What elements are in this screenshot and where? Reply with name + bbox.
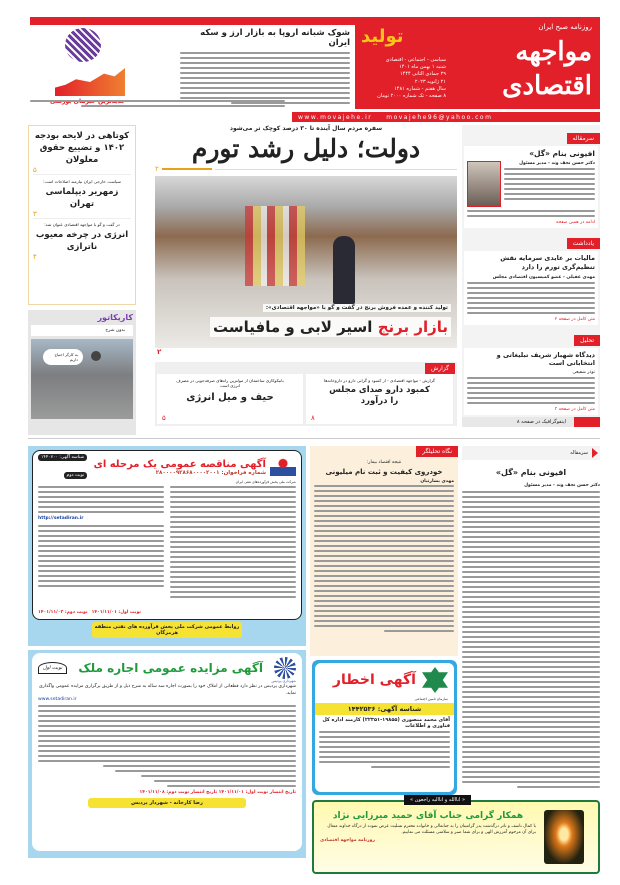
tender-call-number: شماره فراخوان: ۲۸۰۰۰۰۹۲۸۶۸۰۰۰۰۲۰۰۱ bbox=[155, 469, 266, 476]
rice-market-photo bbox=[155, 176, 457, 348]
analysis-label: تحلیل bbox=[574, 335, 600, 346]
cartoon-section bbox=[28, 310, 136, 435]
editorial-arrow-icon bbox=[592, 448, 598, 458]
tender-second-date: نوبت دوم: ۱۴۰۱/۱۱/۰۲ bbox=[38, 610, 88, 615]
rice-headline[interactable]: اسیر لابی و مافیاست bbox=[213, 318, 373, 336]
report-headline[interactable]: کمبود دارو صدای مجلس را درآورد bbox=[329, 385, 430, 406]
tender-first-date: نوبت اول: ۱۴۰۱/۱۱/۰۱ bbox=[91, 610, 141, 615]
top-story-body bbox=[180, 52, 350, 104]
tender-company: شرکت ملی پخش فرآورده‌های نفتی ایران bbox=[235, 480, 296, 484]
cartoon-logo: کاریکاتور bbox=[97, 313, 133, 322]
budget-headline[interactable]: کوتاهی در لایحه بودجه ۱۴۰۲ و تضییع حقوق معلولان bbox=[34, 131, 130, 165]
analysis-more-link[interactable]: متن کامل در صفحه ۳ bbox=[554, 407, 595, 412]
energy-kicker: بانیکوکاری ساختمان از مولترین راه‌های صرفه‌جویی در مصرف انرژی است bbox=[176, 378, 284, 388]
report-section bbox=[155, 362, 457, 426]
social-security-logo bbox=[422, 667, 448, 693]
report-kicker: گزارش - مواجهه اقتصادی - از کمبود و گرانی دارو در داروخانه‌ها bbox=[324, 378, 435, 383]
rice-headline-red[interactable]: بازار برنج bbox=[377, 318, 448, 336]
main-story bbox=[155, 125, 457, 355]
top-story-continued bbox=[30, 100, 285, 107]
full-editorial-label: سرمقاله bbox=[570, 450, 588, 456]
energy-card bbox=[157, 374, 303, 424]
tender-footer: روابط عمومی شرکت ملی پخش فرآورده های نفتی منطقه هرمزگان bbox=[92, 622, 242, 638]
left-headlines bbox=[28, 125, 136, 305]
condolence-headline: همکار گرامی جناب آقای حمید میرزایی نژاد bbox=[332, 811, 524, 821]
microphone-icon bbox=[65, 28, 101, 62]
rice-page-ref[interactable]: ۲ bbox=[157, 348, 162, 356]
condolence-ad bbox=[312, 797, 600, 874]
top-story-headline: شوک شبانه اروپا به بازار ارز و سکه ایران bbox=[200, 28, 350, 48]
cartoon-bubble: به کارگر احتیاج داریم bbox=[43, 349, 83, 365]
report-card bbox=[306, 374, 453, 424]
auction-intro: شهرداری پردیس در نظر دارد قطعاتی از املاک خود را بصورت اجاره سه ساله به شرح ذیل و از طریق برگزاری مزایده عمومی واگذاری نماید. bbox=[38, 684, 296, 696]
section-divider bbox=[28, 438, 600, 439]
editorial-author: دکتر حسن نجف وند - مدیر مسئول bbox=[519, 161, 595, 166]
rice-kicker: تولید کننده و عمده فروش برنج در گفت و گو با «مواجهه اقتصادی»: bbox=[263, 304, 451, 312]
auction-ad-title: آگهی مزایده عمومی اجاره ملک bbox=[78, 661, 263, 675]
tender-ad-title: آگهی مناقصه عمومی یک مرحله ای bbox=[93, 458, 266, 470]
main-kicker: سفره مردم سال آینده تا ۳۰ درصد کوچک تر می‌شود bbox=[229, 125, 383, 132]
auction-ad bbox=[28, 650, 306, 858]
tender-ad bbox=[28, 446, 306, 646]
energy-headline[interactable]: حیف و میل انرژی bbox=[186, 392, 274, 403]
condolence-banner: « اناالله و اناالیه راجعون » bbox=[404, 795, 471, 805]
tender-round: نوبت دوم bbox=[64, 472, 88, 479]
left-energy-kicker: در گفت و گو با مواجهه اقتصادی عنوان شد: bbox=[44, 222, 120, 227]
tender-link[interactable]: http://setadiran.ir bbox=[38, 516, 84, 521]
main-headline[interactable]: دولت؛ دلیل رشد تورم bbox=[191, 134, 421, 163]
tax-author: مهدی عقیلی - عضو کمیسیون اقتصادی مجلس bbox=[492, 275, 595, 280]
analyst-author: مهدی بشارتیان bbox=[420, 479, 454, 484]
warning-ad-id: شناسه آگهی: ۱۴۴۲۵۳۶ bbox=[315, 703, 454, 715]
right-column bbox=[462, 125, 600, 425]
left-energy-page[interactable]: ۴ bbox=[33, 253, 37, 261]
auction-signature: رضا کارخانه - شهردار پردیس bbox=[88, 798, 246, 808]
auction-round: نوبت اول bbox=[38, 662, 67, 674]
diplomacy-headline[interactable]: زمهریر دیپلماسی تهران bbox=[45, 187, 119, 209]
tax-more-link[interactable]: متن کامل در صفحه ۲ bbox=[554, 317, 595, 322]
editorial-more-link[interactable]: ادامه در همین صفحه bbox=[556, 220, 595, 225]
warning-org: سازمان تامین اجتماعی bbox=[414, 697, 448, 701]
analysis-headline[interactable]: دیدگاه شهباز شریف تبلیغاتی و انتخاباتی است bbox=[496, 351, 595, 367]
shopper-figure bbox=[333, 236, 355, 304]
cartoon-caption: بدون شرح bbox=[31, 325, 133, 336]
analysis-author: نوذر شفیعی bbox=[572, 370, 595, 375]
auction-website[interactable]: www.setadiran.ir bbox=[38, 697, 77, 702]
contact-bar bbox=[292, 112, 600, 122]
tender-ad-id: شناسه آگهی: ۱۴۴۰۷۰۰ bbox=[38, 454, 87, 461]
left-energy-headline[interactable]: انرژی در چرخه معیوب ناترازی bbox=[35, 230, 129, 252]
analyst-column bbox=[310, 446, 458, 656]
bar-chart-icon bbox=[55, 68, 125, 96]
issue-info: سیاسی - اجتماعی - اقتصادی شنبه ۱ بهمن ماه ۱۴۰۱ ۲۹ جمادی الثانی ۱۴۴۴ ۲۱ ژانویه ۲۰۲۳ سال هفتم - شماره ۱۴۸۱ ۸ صفحه - تک شماره ۲۰۰۰ تومان bbox=[377, 57, 446, 100]
analyst-kicker: نتیجه اقتصاد بیمار: bbox=[366, 460, 402, 465]
report-page[interactable]: ۸ bbox=[311, 414, 315, 422]
full-editorial-title[interactable]: افیونی بنام «گل» bbox=[495, 468, 567, 477]
warning-addressee: آقای محمد منصوری (۱۹۸۵۵-۲۲۳۵۱) کارمند اداره کل فناوری و اطلاعات bbox=[322, 717, 450, 729]
news-logo bbox=[30, 28, 175, 110]
editorial-label: سرمقاله bbox=[567, 133, 600, 144]
author-photo bbox=[467, 161, 501, 207]
masthead-title: مواجهه اقتصادی bbox=[502, 37, 592, 101]
top-story bbox=[180, 28, 350, 110]
wrecking-ball-icon bbox=[91, 351, 101, 361]
pardis-logo bbox=[274, 657, 296, 679]
warning-ad bbox=[312, 660, 457, 795]
auction-org: شهرداری پردیس bbox=[271, 679, 296, 683]
website-link[interactable]: www.movajehe.ir bbox=[298, 113, 373, 121]
analyst-headline[interactable]: خودروی کیفیت و ثبت نام میلیونی bbox=[325, 468, 443, 476]
candle-photo bbox=[544, 810, 584, 864]
full-editorial bbox=[462, 446, 600, 796]
auction-dates: تاریخ انتشار نوبت اول: ۱۴۰۱/۱۱/۰۱ تاریخ انتشار نوبت دوم: ۱۴۰۱/۱۱/۰۸ bbox=[139, 790, 296, 795]
editorial-title[interactable]: افیونی بنام «گل» bbox=[529, 149, 595, 158]
energy-page[interactable]: ۵ bbox=[162, 414, 166, 422]
infographic-link[interactable]: اینفوگرافیک در صفحه ۸ bbox=[516, 419, 566, 425]
nioc-logo bbox=[270, 458, 296, 476]
condolence-text: با کمال تاسف و تاثر درگذشت پدر گرامیتان را به جنابعالی و خانواده محترم تسلیت عرض نموده از درگاه خداوند متعال برای آن مرحوم آمرزش الهی و برای شما صبر و سلامتی مسئلت می نماییم. bbox=[327, 824, 536, 835]
analyst-label: نگاه تحلیلگر bbox=[416, 446, 458, 457]
note-label: یادداشت bbox=[567, 238, 600, 249]
email-link[interactable]: movajehe96@yahoo.com bbox=[386, 113, 493, 121]
diplomacy-page[interactable]: ۳ bbox=[33, 210, 131, 219]
masthead-tagline: روزنامه صبح ایران bbox=[538, 23, 592, 31]
report-label: گزارش bbox=[425, 363, 455, 374]
cartoon-image bbox=[31, 339, 133, 419]
slogan-logo: تولید bbox=[361, 26, 404, 47]
budget-page[interactable]: ۵ bbox=[33, 166, 131, 175]
tax-headline[interactable]: مالیات بر عایدی سرمایه نقش تنظیم‌گری تورم را دارد bbox=[500, 254, 595, 271]
masthead bbox=[355, 17, 600, 109]
main-page-ref[interactable]: ۲ bbox=[155, 165, 159, 173]
warning-ad-title: آگهی اخطار bbox=[332, 672, 416, 688]
diplomacy-kicker: سیاست خارجی ایران نیازمند اصلاحات است: bbox=[43, 179, 121, 184]
condolence-signature: روزنامه مواجهه اقتصادی bbox=[320, 838, 375, 843]
full-editorial-author: دکتر حسن نجف وند - مدیر مسئول bbox=[524, 483, 600, 488]
